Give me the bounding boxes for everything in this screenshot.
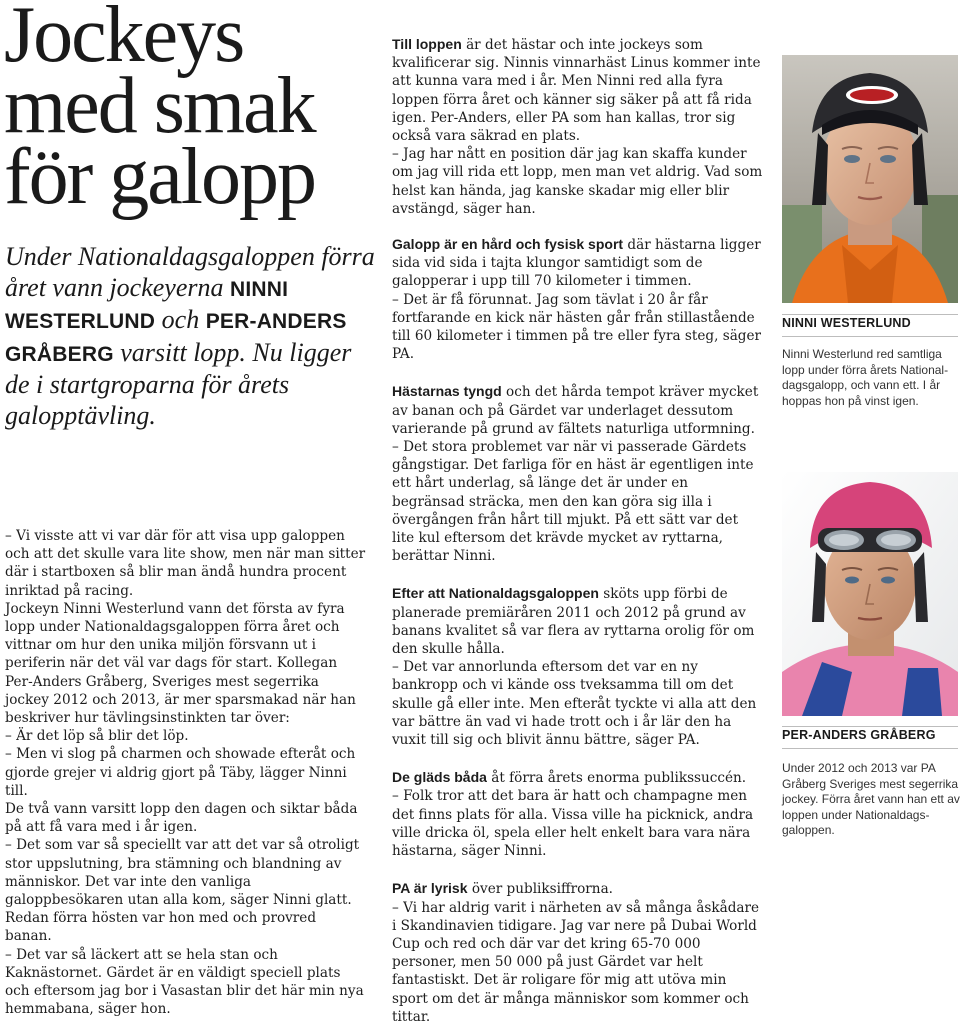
- jockey-portrait-man-icon: [782, 472, 958, 716]
- body-column-2-top: [392, 35, 764, 218]
- paragraph: [392, 35, 764, 145]
- section-paragraph: [392, 768, 764, 787]
- section-lead: Hästarnas tyngd: [392, 383, 502, 400]
- section-paragraph: [392, 879, 764, 898]
- headline-line-1: Jockeys: [4, 0, 244, 79]
- ingress-part-1: Under Nationaldagsgaloppen förra året vann jockeyerna: [5, 242, 375, 302]
- ingress-and: och: [161, 305, 200, 334]
- headline-line-3: för galopp: [4, 133, 316, 221]
- paragraph-text: är det hästar och inte jockeys som kvalificerar sig. Ninnis vinnarhäst Linus kommer inte att kunna vara med i år. Men Ninni red alla fyra loppen förra året och känner sig säker på att få rida igen. Per-Anders, eller PA som han kallas, tror sig också vara säkrad en plats.: [392, 37, 761, 145]
- paragraph: – Men vi slog på charmen och showade efteråt och gjorde grejer vi aldrig gjort på Täby, lägger Ninni till.: [5, 746, 356, 799]
- section-lead: PA är lyrisk: [392, 880, 468, 897]
- section-text: över publiksiffrorna.: [471, 881, 613, 898]
- section-paragraph: [392, 382, 764, 438]
- jockey-portrait-woman-icon: [782, 55, 958, 303]
- paragraph-lead: Till loppen: [392, 36, 462, 52]
- paragraph: – Folk tror att det bara är hatt och champagne men det finns plats för alla. Vissa ville ha picknick, andra ville dricka öl, spela eller helt enkelt bara vara nära hästarna, säger Ninni.: [392, 788, 754, 860]
- ingress-part-2: varsitt lopp. Nu ligger de i startgroparna för årets galopptävling.: [5, 337, 352, 430]
- paragraph: – Vi har aldrig varit i närheten av så många åskådare i Skandinavien tidigare. Jag var nere på Dubai World Cup och red och där var det kring 65-70 000 personer, men 50 000 på just Gärdet var helt fantastiskt. Det är roligare för mig att utöva min sport om det är många människor som kommer och tittar.: [392, 899, 760, 1025]
- caption-rule: [782, 726, 958, 727]
- caption-rule: [782, 314, 958, 315]
- caption-rule: [782, 748, 958, 749]
- ingress: [5, 242, 377, 431]
- paragraph: Redan förra hösten var hon med och provred banan.: [5, 910, 317, 945]
- paragraph: – Det var annorlunda eftersom det var en ny bankropp och vi kände oss tveksamma till om det skulle gå eller inte. Men efteråt tyckte vi alla att den var bättre än vad vi hade trott och i år lär den ha vuxit till sig och blivit ännu bättre, säger PA.: [392, 659, 757, 749]
- section-text: där hästarna ligger sida vid sida i tajta klungor samtidigt som de galopperar i upp till 70 kilometer i timmen.: [392, 237, 761, 290]
- ingress-name-2: PER-ANDERS GRÅBERG: [5, 310, 347, 366]
- paragraph: – Det stora problemet var när vi passerade Gärdets gångstigar. Det farliga för en häst är egentligen inte ett hårt underlag, så länge det är under en begränsad sträcka, men den kan göra sig illa i övergången från hårt till mjukt. På ett sätt var det lite kul eftersom det krävde mycket av ryttarna, berättar Ninni.: [392, 439, 754, 565]
- paragraph: – Vi visste att vi var där för att visa upp galoppen och att det skulle vara lite show, men när man sitter där i startboxen så blir man ändå hundra procent inriktad på racing.: [5, 528, 366, 599]
- paragraph: – Det var så läckert att se hela stan och Kaknästornet. Gärdet är en väldigt speciell plats och eftersom jag bor i Vasastan blir det här min nya hemmabana, säger hon.: [5, 946, 364, 1018]
- caption-name-per-anders: PER-ANDERS GRÅBERG: [782, 728, 936, 742]
- headline-line-2: med smak: [4, 62, 315, 150]
- section-lead: De gläds båda: [392, 769, 487, 786]
- body-column-2: [392, 235, 764, 1026]
- paragraph: – Det som var så speciellt var att det var så otroligt stor uppslutning, bra stämning och blandning av människor. Det var inte den vanliga galoppbesökaren utan alla kom, säger Ninni glatt.: [5, 837, 360, 909]
- paragraph: – Jag har nått en position där jag kan skaffa kunder om jag vill rida ett lopp, men man vet aldrig. Vad som helst kan hända, jag kanske skadar mig eller blir avstängd, säger han.: [392, 146, 763, 217]
- section-paragraph: [392, 235, 764, 291]
- paragraph: – Det är få förunnat. Jag som tävlat i 20 år får fortfarande en kick när hästen går från stillastående till 60 kilometer i timmen på tre eller fyra steg, säger PA.: [392, 291, 762, 363]
- caption-text-ninni: Ninni Westerlund red samtliga lopp under förra årets Nationaldagsgalopp, och vann ett. I år hoppas hon på vinst igen.: [782, 347, 949, 408]
- paragraph: De två vann varsitt lopp den dagen och siktar båda på att få vara med i år igen.: [5, 801, 358, 836]
- section-lead: Efter att Nationaldagsgaloppen: [392, 585, 599, 602]
- section-lead: Galopp är en hård och fysisk sport: [392, 236, 624, 252]
- ingress-name-1: NINNI WESTERLUND: [5, 277, 289, 333]
- caption-rule: [782, 336, 958, 337]
- section-text: och det hårda tempot kräver mycket av banan och på Gärdet var underlaget dessutom varierande på grund av fältets naturliga utformning.: [392, 384, 759, 437]
- section-text: sköts upp förbi de planerade premiäråren 2011 och 2012 på grund av banans kvalitet så var flera av ryttarna orolig för om den skulle hålla.: [392, 586, 755, 658]
- paragraph: – Är det löp så blir det löp.: [5, 728, 189, 745]
- paragraph: Jockeyn Ninni Westerlund vann det första av fyra lopp under Nationaldagsgaloppen förra året och vittnar om hur den unika miljön försvann ut i periferin när det väl var dags för start. Kollegan Per-Anders Gråberg, Sveriges mest segerrika jockey 2012 och 2013, är mer sparsmakad när han beskriver hur tävlingsinstinkten tar över:: [5, 600, 356, 727]
- caption-name-ninni: NINNI WESTERLUND: [782, 316, 911, 330]
- section-paragraph: [392, 584, 764, 658]
- section-text: åt förra årets enorma publikssuccén.: [491, 770, 747, 787]
- body-column-1: [5, 527, 367, 1018]
- headline: [4, 0, 384, 221]
- caption-text-per-anders: Under 2012 och 2013 var PA Gråberg Sveriges mest segerrika jockey. Förra året vann han ett av loppen under Nationaldagsgaloppen.: [782, 761, 960, 837]
